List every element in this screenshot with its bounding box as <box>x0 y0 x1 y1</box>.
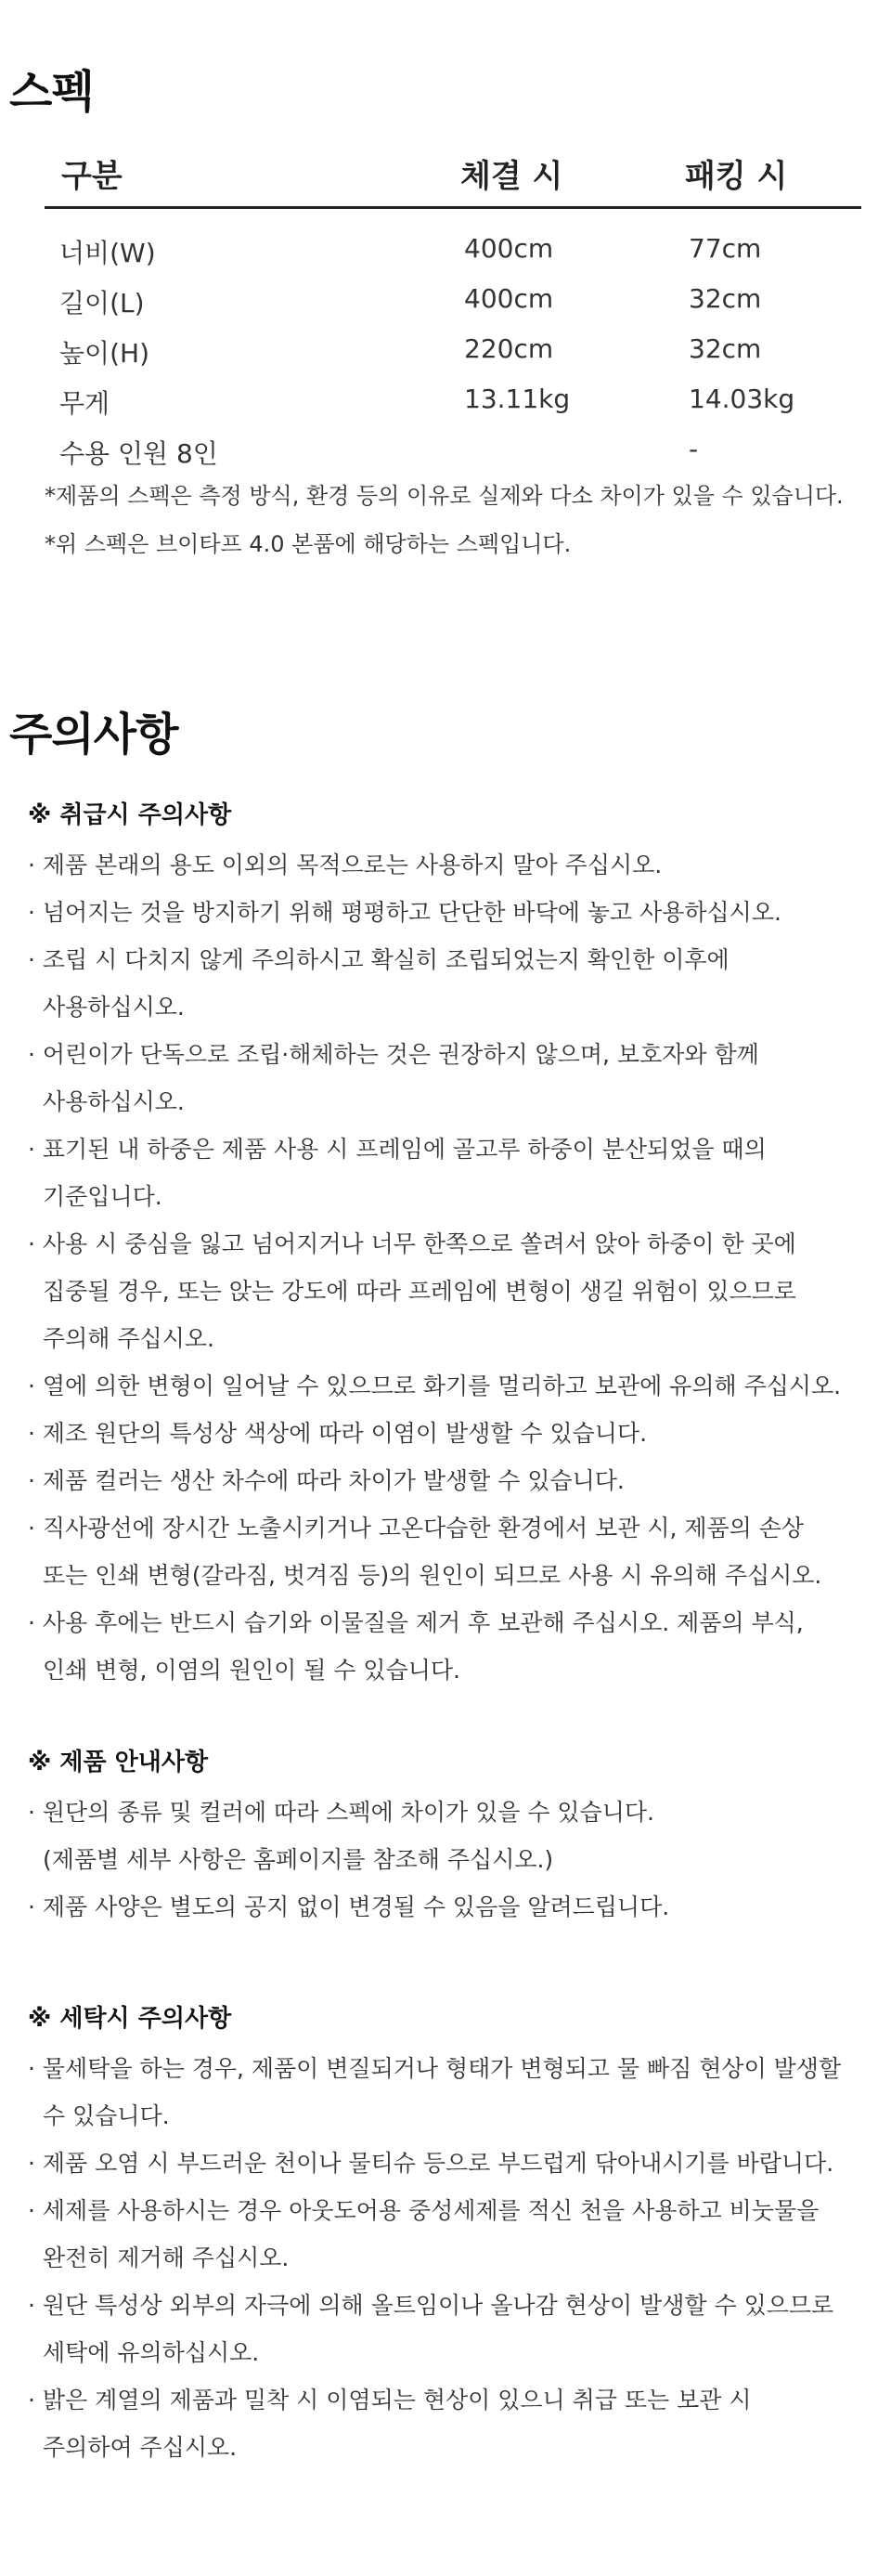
notice-item-line: 또는 인쇄 변형(갈라짐, 벗겨짐 등)의 원인이 되므로 사용 시 유의해 주십시오. <box>43 1562 822 1589</box>
notice-item <box>28 936 882 1031</box>
spec-cell-packed: 77cm <box>689 233 762 264</box>
washing-heading: ※ 세탁시 주의사항 <box>28 2005 232 2033</box>
notice-item <box>28 1789 882 1883</box>
caution-section-title: 주의사항 <box>9 709 178 761</box>
notice-item <box>28 841 882 889</box>
notice-item-line: 사용하십시오. <box>43 994 185 1021</box>
notice-item-line: 주의해 주십시오. <box>43 1325 214 1352</box>
spec-footnote-measurement: *제품의 스펙은 측정 방식, 환경 등의 이유로 실제와 다소 차이가 있을 수 있습니다. <box>45 483 844 509</box>
spec-cell-label: 너비(W) <box>59 238 156 268</box>
notice-item-line: 수 있습니다. <box>43 2102 170 2129</box>
notice-item-line: · 제조 원단의 특성상 색상에 따라 이염이 발생할 수 있습니다. <box>28 1420 648 1447</box>
spec-footnote-scope: *위 스펙은 브이타프 4.0 본품에 해당하는 스펙입니다. <box>45 531 572 557</box>
notice-item <box>28 1031 882 1125</box>
notice-item-line: · 넘어지는 것을 방지하기 위해 평평하고 단단한 바닥에 놓고 사용하십시오. <box>28 899 781 926</box>
notice-item-line: · 열에 의한 변형이 일어날 수 있으므로 화기를 멀리하고 보관에 유의해 주십시오. <box>28 1373 842 1399</box>
notice-item-line: · 원단의 종류 및 컬러에 따라 스펙에 차이가 있을 수 있습니다. <box>28 1799 654 1826</box>
notice-item-line: · 사용 후에는 반드시 습기와 이물질을 제거 후 보관해 주십시오. 제품의 부식, <box>28 1609 804 1636</box>
notice-item-line: · 제품 본래의 용도 이외의 목적으로는 사용하지 말아 주십시오. <box>28 852 663 878</box>
spec-cell-packed: - <box>689 434 699 464</box>
spec-row-length <box>45 276 861 326</box>
notice-item-line: · 직사광선에 장시간 노출시키거나 고온다습한 환경에서 보관 시, 제품의 손상 <box>28 1515 805 1542</box>
notice-item-line: · 제품 컬러는 생산 차수에 따라 차이가 발생할 수 있습니다. <box>28 1467 625 1494</box>
notice-item <box>28 2140 882 2187</box>
notice-item-line: 사용하십시오. <box>43 1088 185 1115</box>
notice-item-line: · 물세탁을 하는 경우, 제품이 변질되거나 형태가 변형되고 물 빠짐 현상이 발생할 <box>28 2055 842 2082</box>
spec-cell-assembled: 400cm <box>464 233 554 264</box>
spec-row-weight <box>45 376 861 426</box>
spec-cell-assembled: 220cm <box>464 333 554 364</box>
spec-cell-label: 무게 <box>59 388 110 419</box>
spec-header-category: 구분 <box>61 158 123 195</box>
notice-item <box>28 1220 882 1362</box>
notice-item-line: · 제품 오염 시 부드러운 천이나 물티슈 등으로 부드럽게 닦아내시기를 바랍니다. <box>28 2150 834 2177</box>
notice-item <box>28 2282 882 2376</box>
notice-item-line: 인쇄 변형, 이염의 원인이 될 수 있습니다. <box>43 1657 460 1684</box>
notice-item <box>28 889 882 936</box>
notice-item-line: 주의하여 주십시오. <box>43 2434 238 2461</box>
spec-table-body <box>45 209 861 476</box>
notice-item-line: · 밝은 계열의 제품과 밀착 시 이염되는 현상이 있으니 취급 또는 보관 시 <box>28 2387 752 2413</box>
product-info-list <box>28 1789 882 1931</box>
notice-item <box>28 1410 882 1457</box>
notice-item-line: 세탁에 유의하십시오. <box>43 2339 260 2366</box>
notice-item <box>28 1125 882 1220</box>
notice-item-line: · 원단 특성상 외부의 자극에 의해 올트임이나 올나감 현상이 발생할 수 있으므로 <box>28 2292 834 2319</box>
spec-cell-packed: 32cm <box>689 283 762 314</box>
notice-item-line: 완전히 제거해 주십시오. <box>43 2244 290 2271</box>
notice-item-line: · 어린이가 단독으로 조립·해체하는 것은 권장하지 않으며, 보호자와 함께 <box>28 1041 759 1068</box>
notice-item-line: · 조립 시 다치지 않게 주의하시고 확실히 조립되었는지 확인한 이후에 <box>28 946 730 973</box>
spec-header-packed: 패킹 시 <box>685 158 788 195</box>
notice-item-line: · 사용 시 중심을 잃고 넘어지거나 너무 한쪽으로 쏠려서 앉아 하중이 한 곳에 <box>28 1230 796 1257</box>
spec-row-width <box>45 226 861 276</box>
product-info-heading: ※ 제품 안내사항 <box>28 1749 209 1776</box>
notice-item <box>28 1457 882 1504</box>
spec-header-assembled: 체결 시 <box>460 158 563 195</box>
spec-cell-label: 수용 인원 8인 <box>59 438 218 469</box>
notice-item-line: · 세제를 사용하시는 경우 아웃도어용 중성세제를 적신 천을 사용하고 비눗물을 <box>28 2197 820 2224</box>
notice-item-line: (제품별 세부 사항은 홈페이지를 참조해 주십시오.) <box>43 1846 554 1873</box>
spec-cell-label: 높이(H) <box>59 338 149 369</box>
notice-item <box>28 1883 882 1931</box>
handling-list <box>28 841 882 1694</box>
notice-item <box>28 2376 882 2471</box>
spec-cell-packed: 14.03kg <box>689 384 795 414</box>
handling-heading: ※ 취급시 주의사항 <box>28 801 232 829</box>
spec-cell-assembled: 13.11kg <box>464 384 571 414</box>
spec-cell-assembled: 400cm <box>464 283 554 314</box>
spec-footnotes <box>45 472 871 568</box>
notice-item-line: · 표기된 내 하중은 제품 사용 시 프레임에 골고루 하중이 분산되었을 때의 <box>28 1136 767 1163</box>
notice-item-line: 기준입니다. <box>43 1183 162 1210</box>
notice-item <box>28 2045 882 2140</box>
notice-item <box>28 2187 882 2282</box>
spec-section-title: 스펙 <box>9 66 94 118</box>
spec-row-height <box>45 326 861 376</box>
notice-item <box>28 1504 882 1599</box>
spec-table-header <box>45 139 861 209</box>
notice-item <box>28 1362 882 1410</box>
spec-table <box>45 139 861 476</box>
product-info-notice-group <box>28 1738 882 1931</box>
washing-list <box>28 2045 882 2471</box>
washing-notice-group <box>28 1995 882 2471</box>
handling-notice-group <box>28 791 882 1694</box>
notice-item <box>28 1599 882 1694</box>
spec-cell-label: 길이(L) <box>59 288 145 319</box>
spec-cell-packed: 32cm <box>689 333 762 364</box>
notice-item-line: 집중될 경우, 또는 앉는 강도에 따라 프레임에 변형이 생길 위험이 있으므로 <box>43 1278 796 1305</box>
notice-item-line: · 제품 사양은 별도의 공지 없이 변경될 수 있음을 알려드립니다. <box>28 1893 670 1920</box>
spec-row-capacity <box>45 426 861 476</box>
